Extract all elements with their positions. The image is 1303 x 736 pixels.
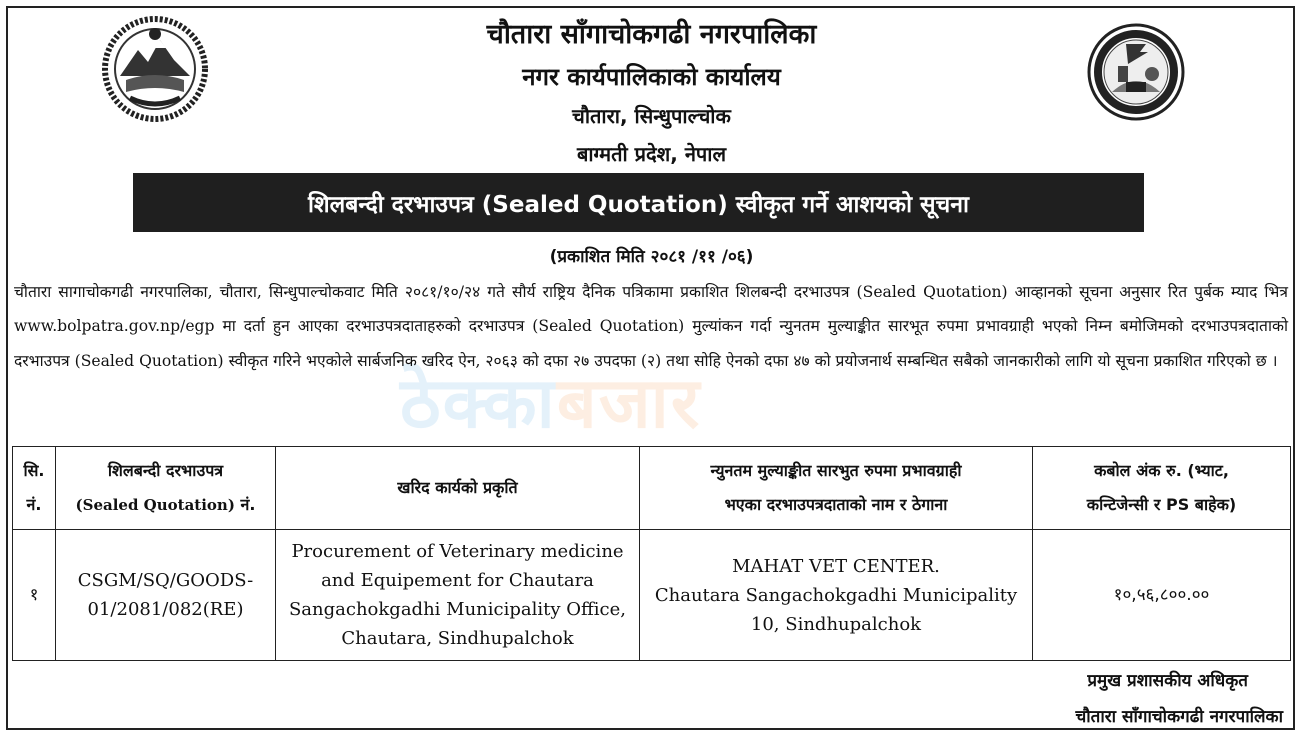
nature-line1: Procurement of Veterinary medicine [291,541,624,562]
bidder-line3: 10, Sindhupalchok [750,613,922,635]
signatory-org: चौतारा साँगाचोकगढी नगरपालिका [1075,707,1283,727]
header-bidder [640,447,1033,530]
header-bidder-line2: भएका दरभाउपत्रदाताको नाम र ठेगाना [724,495,948,514]
notice-title-banner [133,173,1144,232]
header-amount-line1: कबोल अंक रु. (भ्याट, [1094,461,1229,480]
header-serial-line2: नं. [26,495,42,514]
quotation-no-line2: 01/2081/082(RE) [87,599,244,620]
nature-line3: Sangachokgadhi Municipality Office, [288,599,627,620]
quotation-no-line1: CSGM/SQ/GOODS- [77,570,254,591]
municipality-name: चौतारा साँगाचोकगढी नगरपालिका [486,19,817,50]
bidder-line2: Chautara Sangachokgadhi Municipality [654,584,1018,606]
cell-amount: १०,५६,८००.०० [1033,530,1291,661]
office-location: चौतारा, सिन्धुपाल्चोक [572,104,731,128]
header-quotation-line1: शिलबन्दी दरभाउपत्र [107,461,224,480]
header-bidder-line1: न्युनतम मुल्याङ्कीत सारभुत रुपमा प्रभावग्राही [710,461,962,480]
table-header-row [13,447,1291,530]
cell-procurement-nature [276,530,640,661]
bidder-line1: MAHAT VET CENTER. [732,555,940,577]
cell-serial-no: १ [13,530,56,661]
header-quotation-no [56,447,276,530]
quotation-table [12,446,1291,661]
header-quotation-line2b: नं. [234,495,256,514]
header-procurement-nature [276,447,640,530]
header-nature-label: खरिद कार्यको प्रकृति [397,478,518,497]
published-date: (प्रकाशित मिति २०८१ /११ /०६) [549,247,754,267]
province-country: बाग्मती प्रदेश, नेपाल [576,142,727,166]
signatory-title: प्रमुख प्रशासकीय अधिकृत [1087,671,1248,691]
nature-line4: Chautara, Sindhupalchok [341,628,574,649]
watermark-part-1: ठेक्का [400,362,557,444]
header-serial-line1: सि. [23,461,45,480]
watermark-part-2: बजार [556,362,702,444]
notice-body-paragraph: चौतारा सागाचोकगढी नगरपालिका, चौतारा, सिन्धुपाल्चोकवाट मिति २०८१/१०/२४ गते सौर्य राष्ट्रिय दैनिक पत्रिकामा प्रकाशित शिलबन्दी दरभाउपत्र (Sealed Quotation) आव्हानको सूचना अनुसार रित पुर्बक म्याद भित्र www.bolpatra.gov.np/egp मा दर्ता हुन आएका दरभाउपत्रदाताहरुको दरभाउपत्र (Sealed Quotation) मुल्यांकन गर्दा न्युनतम मुल्याङ्कीत सारभूत रुपमा प्रभावग्राही भएको निम्न बमोजिमको दरभाउपत्रदाताको दरभाउपत्र (Sealed Quotation) स्वीकृत गरिने भएकोले सार्बजनिक खरिद ऐन, २०६३ को दफा २७ उपदफा (२) तथा सोहि ऐनको दफा ४७ को प्रयोजनार्थ सम्बन्धित सबैको जानकारीको लागि यो सूचना प्रकाशित गरिएको छ । [14,283,1288,370]
header-quotation-line2a: (Sealed Quotation) [75,496,235,514]
cell-bidder [640,530,1033,661]
table-row [13,530,1291,661]
header-amount-line2: कन्टिजेन्सी र PS बाहेक) [1086,495,1237,514]
nature-line2: and Equipement for Chautara [321,570,594,591]
header-serial-no [13,447,56,530]
header-amount [1033,447,1291,530]
office-name: नगर कार्यपालिकाको कार्यालय [522,63,781,91]
cell-quotation-no [56,530,276,661]
notice-title: शिलबन्दी दरभाउपत्र (Sealed Quotation) स्वीकृत गर्ने आशयको सूचना [308,191,969,218]
